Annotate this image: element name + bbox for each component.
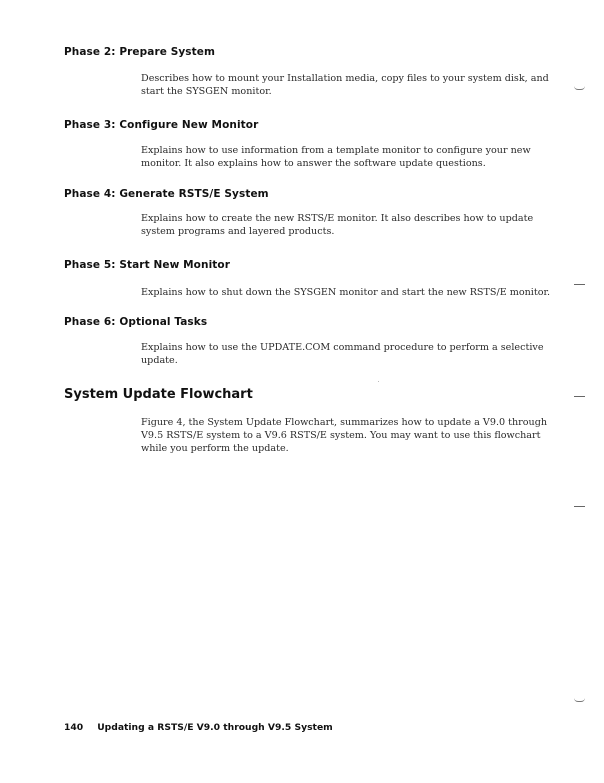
scan-margin-mark	[574, 86, 585, 90]
phase-2-heading: Phase 2: Prepare System	[64, 46, 216, 58]
scan-margin-mark	[574, 506, 585, 507]
scan-margin-mark	[574, 698, 585, 702]
phase-4-description	[141, 212, 551, 238]
section-heading: System Update Flowchart	[64, 387, 253, 402]
phase-4-heading: Phase 4: Generate RSTS/E System	[64, 188, 269, 200]
phase-2-description	[141, 72, 551, 98]
phase-6-description	[141, 341, 551, 367]
running-title: Updating a RSTS/E V9.0 through V9.5 System	[97, 722, 333, 733]
text-line: V9.5 RSTS/E system to a V9.6 RSTS/E system. You may want to use this flowchart	[141, 430, 541, 441]
text-line: Explains how to use information from a template monitor to configure your new	[141, 145, 531, 156]
phase-6-heading: Phase 6: Optional Tasks	[64, 316, 208, 328]
text-line: update.	[141, 355, 178, 366]
text-line: monitor. It also explains how to answer the software update questions.	[141, 158, 486, 169]
text-line: Explains how to shut down the SYSGEN monitor and start the new RSTS/E monitor.	[141, 287, 551, 298]
phase-5-heading: Phase 5: Start New Monitor	[64, 259, 230, 271]
scan-margin-mark	[574, 284, 585, 285]
text-line: system programs and layered products.	[141, 226, 335, 237]
phase-3-description	[141, 144, 551, 170]
phase-5-description	[141, 286, 551, 299]
scan-speck	[378, 381, 379, 382]
text-line: while you perform the update.	[141, 443, 289, 454]
text-line: start the SYSGEN monitor.	[141, 86, 272, 97]
text-line: Explains how to use the UPDATE.COM command procedure to perform a selective	[141, 342, 544, 353]
phase-3-heading: Phase 3: Configure New Monitor	[64, 119, 259, 131]
text-line: Figure 4, the System Update Flowchart, summarizes how to update a V9.0 through	[141, 417, 548, 428]
scan-margin-mark	[574, 396, 585, 397]
page-number: 140	[64, 722, 84, 733]
text-line: Describes how to mount your Installation media, copy files to your system disk, and	[141, 73, 549, 84]
page-footer	[64, 722, 333, 733]
text-line: Explains how to create the new RSTS/E monitor. It also describes how to update	[141, 213, 534, 224]
section-description	[141, 416, 551, 455]
